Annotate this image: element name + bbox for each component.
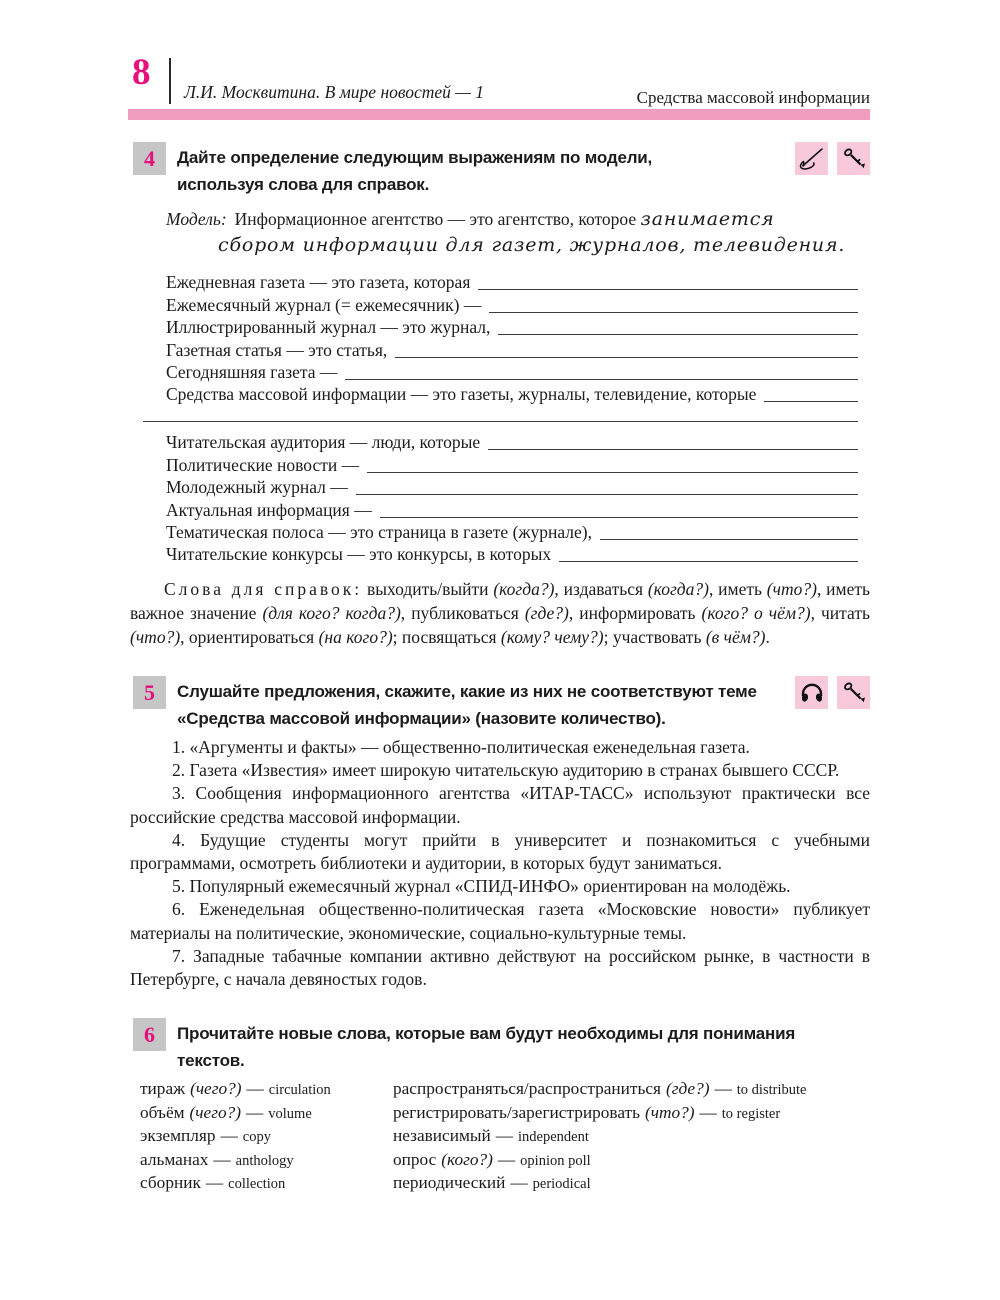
- definitions-group-1: [166, 271, 858, 405]
- model-handwritten-2: сбором информации для газет, журналов, телевидения.: [218, 234, 846, 256]
- reference-word-segment: , издаваться: [554, 579, 648, 599]
- model-example: [166, 206, 856, 258]
- vocab-dash: —: [495, 1126, 514, 1146]
- answer-blank: [498, 334, 858, 335]
- vocab-grammar-question: (что?): [644, 1102, 695, 1122]
- vocab-entry: [140, 1125, 393, 1149]
- section-title: Средства массовой информации: [636, 88, 870, 107]
- reference-word-segment: ; участвовать: [603, 627, 706, 647]
- reference-word-segment: (для кого? когда?): [262, 603, 401, 623]
- vocab-entry: [393, 1172, 872, 1196]
- reference-word-segment: (кому? чему?): [500, 627, 604, 647]
- model-line1: [166, 206, 856, 232]
- definition-row: [166, 431, 858, 453]
- definition-row: [166, 521, 858, 543]
- definition-label: Актуальная информация —: [166, 499, 372, 520]
- reference-word-segment: , иметь: [708, 579, 767, 599]
- definition-row: [166, 453, 858, 475]
- page-header: [130, 52, 870, 120]
- reference-word-segment: , ориентироваться: [180, 627, 319, 647]
- definition-row: [166, 293, 858, 315]
- exercise-5-icons: [795, 676, 870, 709]
- definition-label: Ежемесячный журнал (= ежемесячник) —: [166, 294, 482, 315]
- vocab-translation: opinion poll: [520, 1152, 591, 1169]
- vocab-translation: volume: [268, 1105, 312, 1122]
- definition-row: [166, 271, 858, 293]
- definition-row: [166, 338, 858, 360]
- sentence-list: [130, 736, 870, 991]
- answer-blank: [367, 472, 858, 473]
- reference-word-segment: (когда?): [647, 579, 709, 599]
- definition-label: Ежедневная газета — это газета, которая: [166, 272, 471, 293]
- definition-label: Политические новости —: [166, 454, 360, 475]
- vocab-translation: periodical: [532, 1176, 591, 1193]
- reference-word-segment: (когда?): [493, 579, 555, 599]
- exercise-5-title-line2: «Средства массовой информации» (назовите количество).: [177, 709, 666, 728]
- sentence-item: 2. Газета «Известия» имеет широкую читательскую аудиторию в странах бывшего СССР.: [172, 760, 840, 781]
- vocab-dash: —: [205, 1173, 224, 1193]
- model-handwritten-1: занимается: [640, 208, 775, 230]
- key-icon: [837, 142, 870, 175]
- sentence-item: 6. Еженедельная общественно-политическая газета «Московские новости» публикует материалы на политические, экономические, социально-культурные темы.: [130, 899, 870, 943]
- definition-label: Читательские конкурсы — это конкурсы, в которых: [166, 544, 552, 565]
- exercise-number-badge: 6: [133, 1018, 166, 1051]
- vocab-translation: to distribute: [736, 1082, 807, 1098]
- answer-blank: [380, 517, 858, 518]
- vocab-grammar-question: (чего?): [189, 1102, 241, 1122]
- vocab-entry: [140, 1102, 393, 1126]
- vocab-column-right: [393, 1078, 872, 1196]
- definition-label: Тематическая полоса — это страница в газете (журнале),: [166, 521, 592, 542]
- definitions-group-2: [166, 431, 858, 565]
- vocab-dash: —: [699, 1102, 717, 1122]
- definition-label: Средства массовой информации — это газеты, журналы, телевидение, которые: [166, 384, 757, 405]
- definition-row: [166, 476, 858, 498]
- reference-word-segment: (где?): [524, 603, 569, 623]
- sentence-item: 3. Сообщения информационного агентства «ИТАР-ТАСС» используют практически все российские средства массовой информации.: [130, 783, 870, 827]
- headphones-icon: [795, 676, 828, 709]
- exercise-4-title-line2: используя слова для справок.: [177, 175, 430, 194]
- vocabulary-section: [140, 1078, 872, 1196]
- definition-row: [166, 498, 858, 520]
- exercise-number-badge: 5: [133, 676, 166, 709]
- exercise-4-title-line1: Дайте определение следующим выражениям по модели,: [177, 148, 653, 167]
- vocab-translation: independent: [518, 1129, 589, 1146]
- reference-word-segment: (на кого?): [318, 627, 393, 647]
- words-for-reference: [130, 577, 870, 649]
- exercise-6-header: [130, 1018, 870, 1078]
- exercise-5-title-line1: Слушайте предложения, скажите, какие из них не соответствуют теме: [177, 682, 757, 701]
- vocab-word: объём: [140, 1102, 185, 1122]
- vocab-word: периодический: [393, 1173, 506, 1193]
- sentence-item: 1. «Аргументы и факты» — общественно-политическая еженедельная газета.: [172, 737, 750, 757]
- reference-word-segment: , читать: [810, 603, 870, 623]
- exercise-4-header: [130, 142, 870, 202]
- definition-label: Читательская аудитория — люди, которые: [166, 432, 481, 453]
- model-text: Информационное агентство — это агентство, которое: [234, 209, 637, 229]
- model-label: Модель:: [166, 209, 227, 229]
- vocab-dash: —: [213, 1149, 231, 1169]
- exercise-6-title: [177, 1020, 837, 1074]
- page-number: 8: [132, 52, 151, 93]
- vocab-dash: —: [510, 1173, 528, 1193]
- vocab-entry: [393, 1102, 872, 1126]
- reference-word-segment: .: [765, 627, 770, 647]
- answer-blank: [356, 494, 858, 495]
- vocab-word: опрос: [393, 1149, 437, 1169]
- vocab-word: экземпляр: [140, 1126, 216, 1146]
- reference-word-segment: (в чём?): [705, 627, 766, 647]
- vocab-dash: —: [497, 1149, 516, 1169]
- reference-word-segment: (что?): [130, 627, 181, 647]
- vocab-dash: —: [246, 1102, 264, 1122]
- exercise-number-badge: 4: [133, 142, 166, 175]
- vocab-dash: —: [220, 1126, 238, 1146]
- answer-blank: [559, 561, 858, 562]
- vocab-entry: [393, 1149, 872, 1173]
- vocab-translation: collection: [228, 1176, 286, 1193]
- definition-row: [166, 543, 858, 565]
- vocab-entry: [393, 1078, 872, 1102]
- sentence-item: 5. Популярный ежемесячный журнал «СПИД-ИНФО» ориентирован на молодёжь.: [172, 876, 791, 897]
- vocab-translation: copy: [242, 1129, 271, 1146]
- sentence-item: 7. Западные табачные компании активно действуют на российском рынке, в частности в Петербурге, с начала девяностых годов.: [130, 945, 870, 990]
- write-icon: [795, 142, 828, 175]
- definition-label: Иллюстрированный журнал — это журнал,: [166, 317, 491, 338]
- book-title: Л.И. Москвитина. В мире новостей — 1: [184, 82, 484, 102]
- exercise-4-icons: [795, 142, 870, 175]
- answer-blank: [764, 401, 858, 402]
- reference-word-segment: выходить/выйти: [362, 579, 494, 599]
- reference-word-segment: , информировать: [568, 603, 702, 623]
- reference-word-segment: , иметь важное значение: [130, 579, 870, 623]
- vocab-grammar-question: (чего?): [190, 1079, 242, 1098]
- continuation-blank-line: [143, 421, 858, 422]
- definition-label: Газетная статья — это статья,: [166, 339, 388, 360]
- definition-row: [166, 383, 858, 405]
- exercise-5-header: [130, 676, 870, 736]
- reference-word-segment: (кого? о чём?): [701, 603, 811, 623]
- vocab-dash: —: [246, 1079, 264, 1098]
- vocab-entry: [140, 1149, 393, 1173]
- sentence-item: 4. Будущие студенты могут прийти в университет и познакомиться с учебными программами, осмотреть библиотеки и аудитории, в которых будут заниматься.: [130, 829, 870, 874]
- definition-row: [166, 361, 858, 383]
- definition-label: Молодежный журнал —: [166, 477, 348, 498]
- vocab-column-left: [140, 1078, 393, 1196]
- reference-word-segment: , публиковаться: [400, 603, 525, 623]
- vocab-word: альманах: [140, 1149, 209, 1169]
- reference-word-segment: (что?): [766, 579, 817, 599]
- vocab-translation: anthology: [235, 1152, 294, 1169]
- answer-blank: [478, 289, 858, 290]
- vocab-grammar-question: (где?): [665, 1079, 710, 1098]
- vocab-dash: —: [714, 1079, 732, 1098]
- exercise-5-title: [177, 678, 837, 732]
- answer-blank: [345, 379, 858, 380]
- vocab-word: независимый: [393, 1126, 491, 1146]
- vocab-entry: [140, 1078, 393, 1102]
- header-pink-bar: [128, 109, 870, 120]
- vocab-grammar-question: (кого?): [441, 1149, 493, 1169]
- vocab-entry: [140, 1172, 393, 1196]
- definition-row: [166, 316, 858, 338]
- vocab-word: сборник: [140, 1173, 201, 1193]
- vocab-word: распространяться/распространиться: [393, 1079, 661, 1098]
- definition-label: Сегодняшняя газета —: [166, 361, 338, 382]
- vocab-translation: to register: [721, 1105, 781, 1122]
- answer-blank: [600, 539, 858, 540]
- vocab-entry: [393, 1125, 872, 1149]
- exercise-4-title: [177, 144, 837, 198]
- answer-blank: [488, 449, 858, 450]
- vocab-word: регистрировать/зарегистрировать: [393, 1102, 640, 1122]
- answer-blank: [395, 357, 858, 358]
- vocab-word: тираж: [140, 1079, 186, 1098]
- header-divider: [169, 58, 171, 104]
- key-icon: [837, 676, 870, 709]
- reference-word-segment: ; посвящаться: [392, 627, 501, 647]
- words-for-reference-label: Слова для справок:: [164, 579, 363, 599]
- vocab-translation: circulation: [268, 1082, 331, 1098]
- exercise-6-title-line1: Прочитайте новые слова, которые вам будут необходимы для понимания текстов.: [177, 1024, 796, 1070]
- answer-blank: [489, 312, 858, 313]
